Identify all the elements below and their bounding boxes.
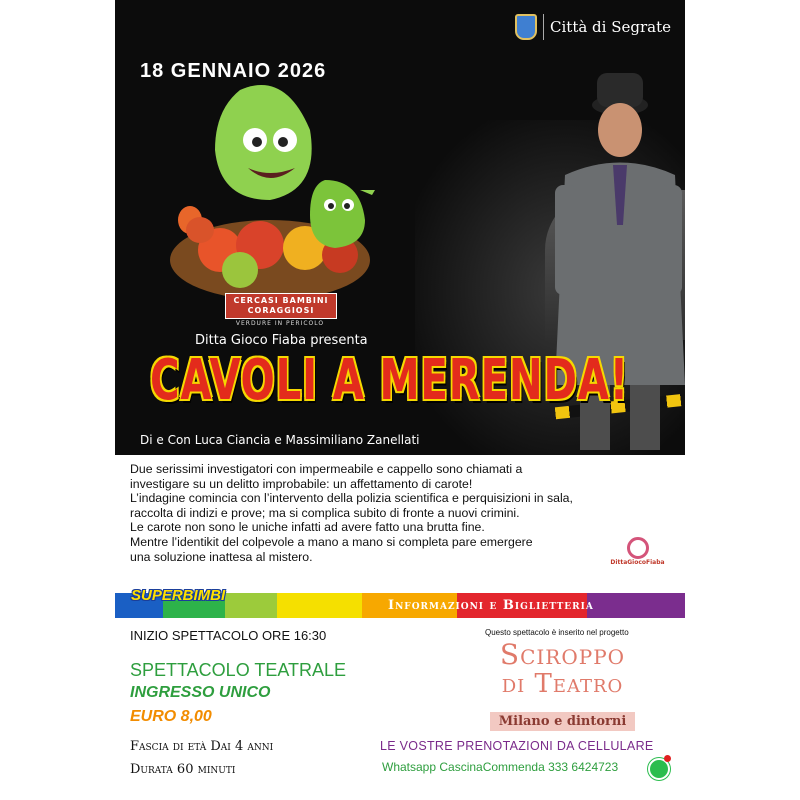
description-line: raccolta di indizi e prove; ma si complica subito di fronte a nuovi crimini.: [130, 505, 520, 520]
show-type: SPETTACOLO TEATRALE: [130, 660, 347, 680]
authors-line: Di e Con Luca Ciancia e Massimiliano Zanellati: [140, 433, 420, 447]
whatsapp-contact: Whatsapp CascinaCommenda 333 6424723: [382, 760, 619, 774]
show-banner: CERCASI BAMBINI CORAGGIOSI: [225, 293, 337, 319]
event-date: 18 GENNAIO 2026: [140, 60, 327, 82]
show-duration: Durata 60 minuti: [130, 762, 236, 777]
band-segment: [277, 593, 362, 618]
description-line: Mentre l’identikit del colpevole a mano a mano si completa pare emergere: [130, 534, 533, 549]
show-title: CAVOLI A MERENDA!: [150, 348, 629, 413]
band-segment: [587, 593, 685, 618]
notification-dot-icon: [664, 755, 671, 762]
snail-icon: [627, 537, 649, 559]
project-region: Milano e dintorni: [490, 712, 635, 731]
city-logo: [515, 14, 671, 40]
city-crest-icon: [515, 14, 537, 40]
start-time: INIZIO SPETTACOLO ORE 16:30: [130, 628, 327, 643]
band-segment: [225, 593, 277, 618]
sciroppo-di-teatro-logo: [490, 640, 635, 698]
city-name: Città di Segrate: [550, 18, 671, 36]
company-logo: [610, 537, 665, 566]
hero-section: [115, 0, 685, 455]
event-poster: [115, 0, 685, 800]
logo-divider: [543, 14, 544, 40]
age-range: Fascia di età Dai 4 anni: [130, 739, 274, 754]
project-name-line2: di Teatro: [501, 669, 624, 699]
description-line: investigare su un delitto improbabile: un affettamento di carote!: [130, 476, 473, 491]
project-note: Questo spettacolo è inserito nel progetto: [485, 628, 629, 637]
entry-type: INGRESSO UNICO: [130, 684, 271, 701]
presenter-line: Ditta Gioco Fiaba presenta: [195, 333, 368, 348]
show-description: [130, 462, 650, 564]
project-name-line1: Sciroppo: [499, 638, 626, 671]
info-heading: Informazioni e Biglietteria: [388, 598, 594, 613]
description-line: una soluzione inattesa al mistero.: [130, 549, 313, 564]
ticket-price: EURO 8,00: [130, 708, 212, 725]
description-line: L’indagine comincia con l’intervento della polizia scientifica e perquisizioni in sala,: [130, 491, 573, 506]
company-logo-text: DittaGiocoFiaba: [610, 559, 665, 566]
description-line: Le carote non sono le uniche infatti ad avere fatto una brutta fine.: [130, 520, 485, 535]
description-line: Due serissimi investigatori con impermeabile e cappello sono chiamati a: [130, 462, 523, 476]
show-subtag: VERDURE IN PERICOLO: [235, 320, 325, 327]
superbimbi-logo: SUPERBIMBI: [131, 587, 226, 604]
vegetable-characters-illustration: [160, 70, 385, 300]
booking-headline: LE VOSTRE PRENOTAZIONI DA CELLULARE: [380, 739, 654, 753]
